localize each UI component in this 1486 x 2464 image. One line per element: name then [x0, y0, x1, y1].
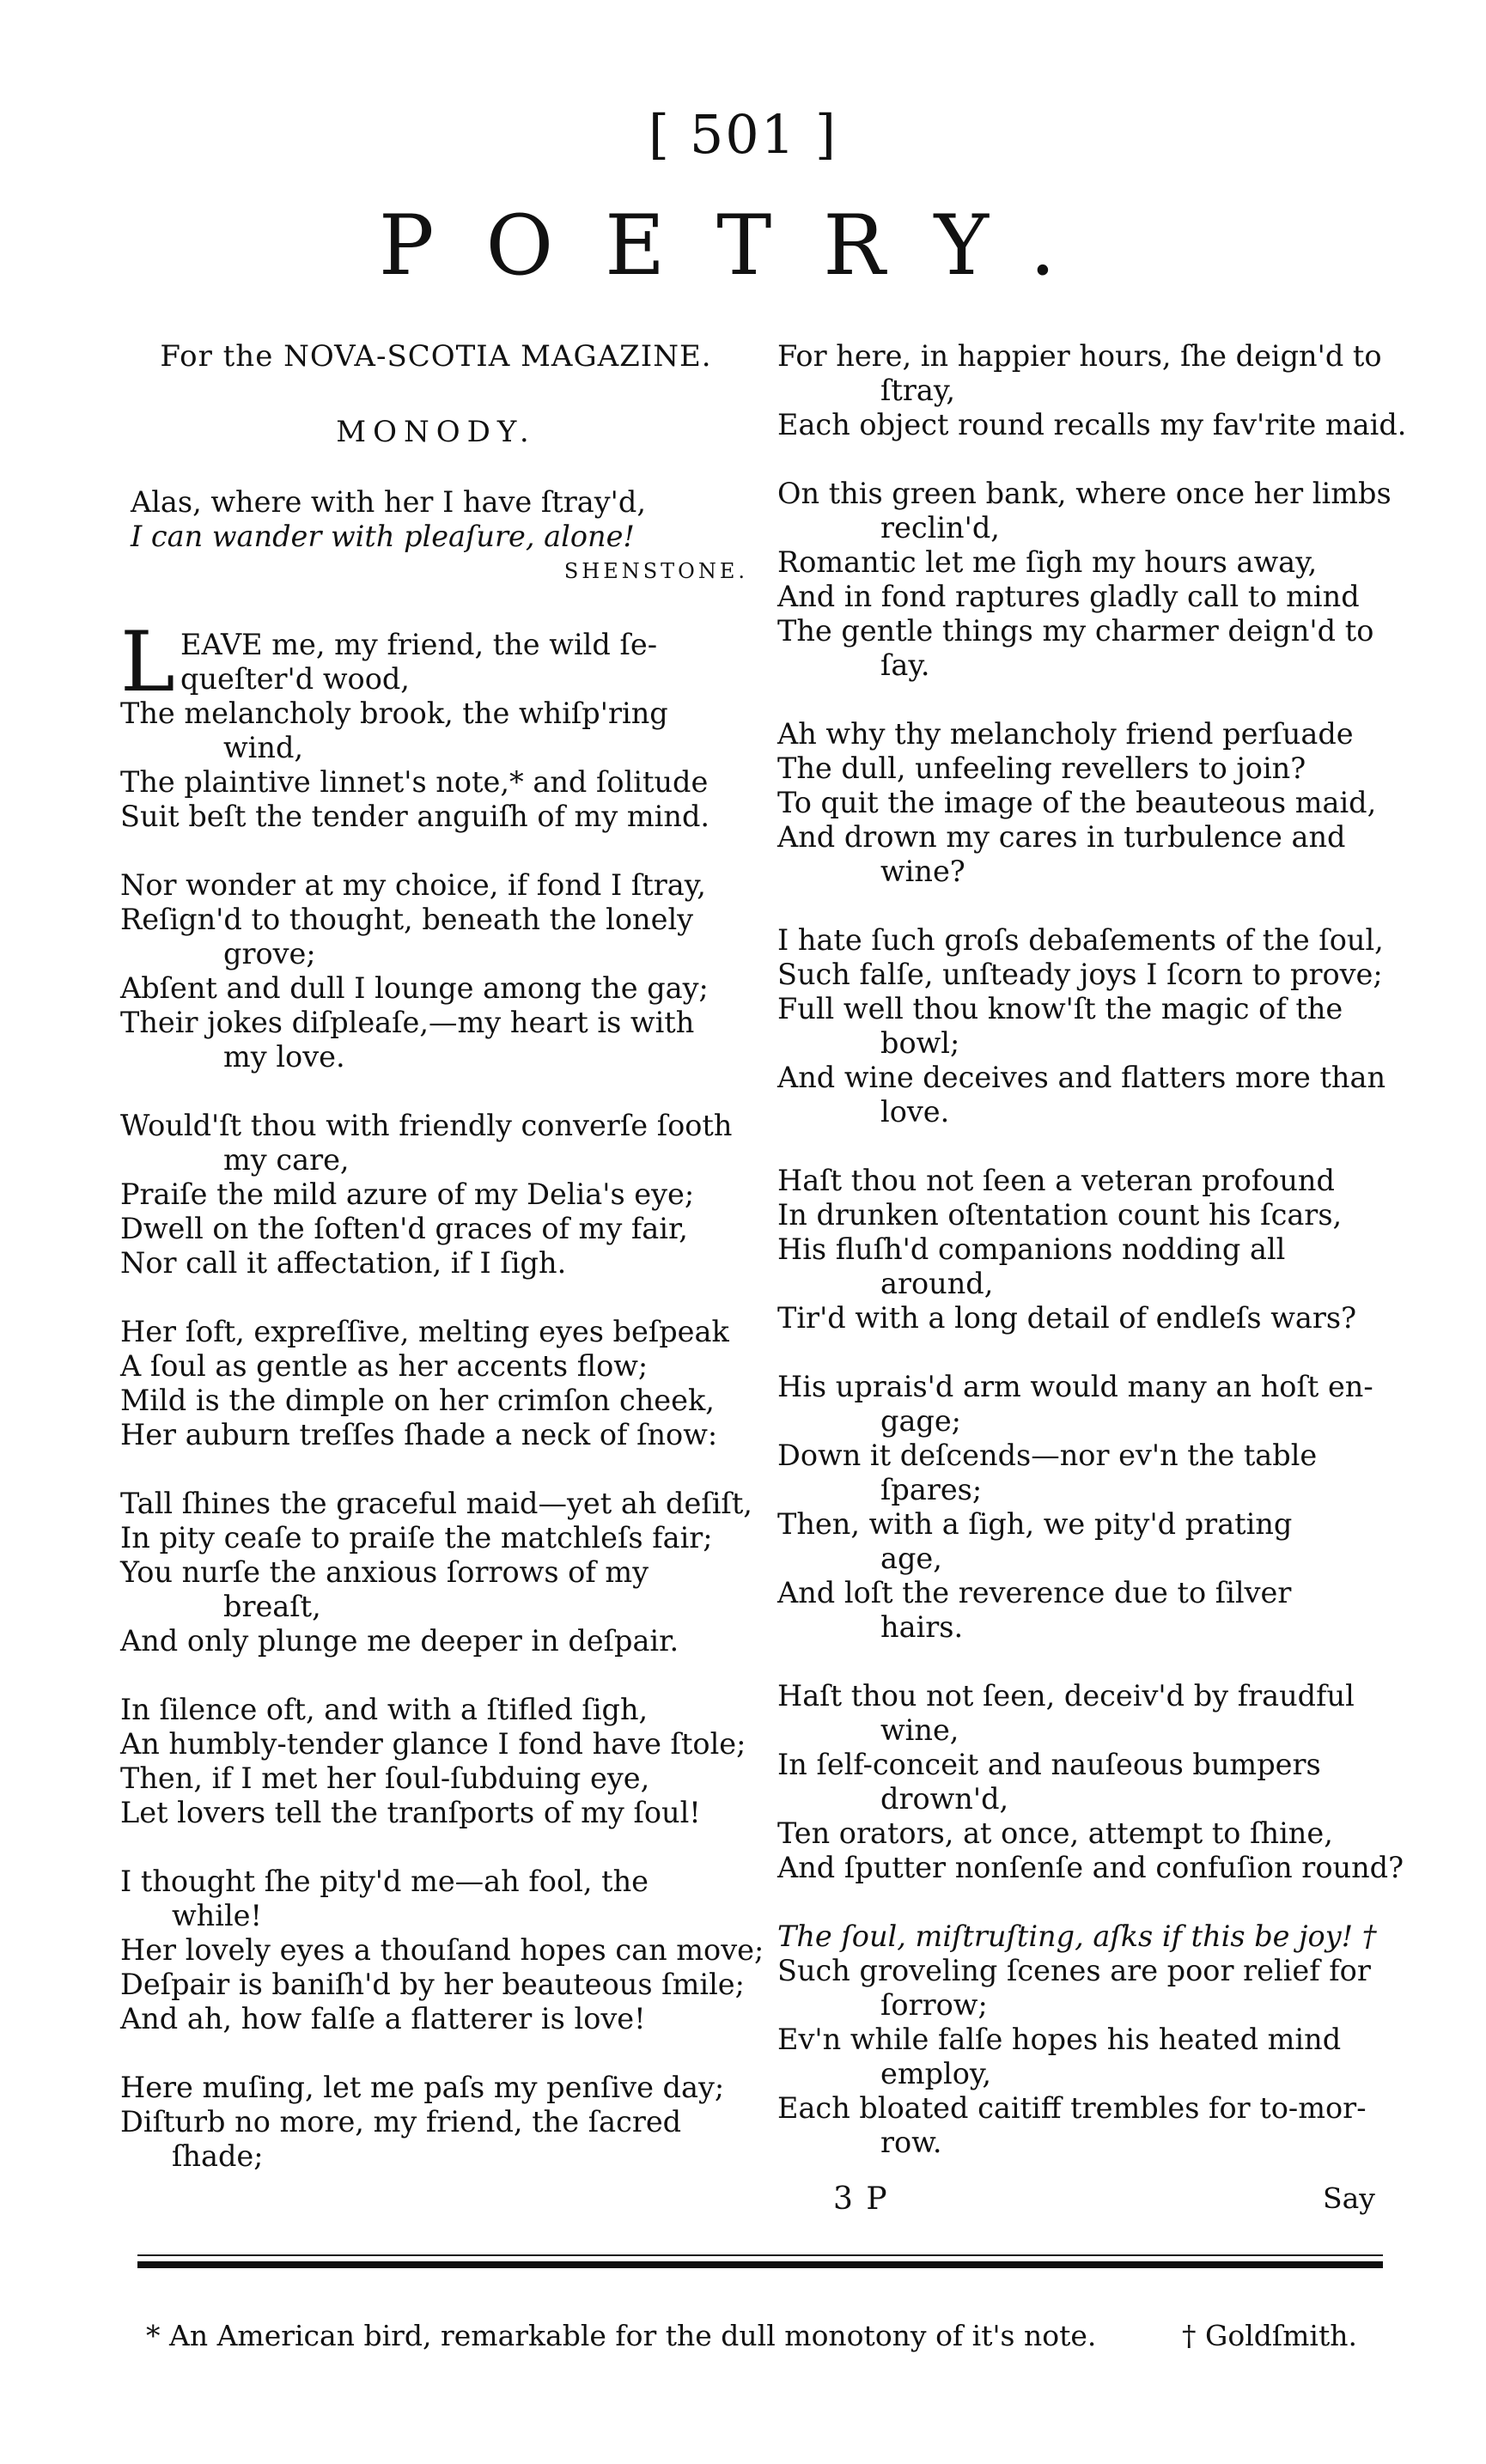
poem-line — [777, 2057, 1392, 2091]
poem-line — [120, 731, 752, 765]
poem-line-text: breaſt, — [223, 1590, 321, 1623]
stanza — [120, 1693, 752, 1830]
poem-line — [777, 2091, 1392, 2126]
poem-line — [120, 765, 752, 800]
poem-line — [120, 1624, 752, 1658]
poem-line-text: queſter'd wood, — [180, 662, 410, 696]
poem-line — [120, 868, 752, 903]
poem-line-text: while! — [172, 1899, 262, 1932]
poem-line — [120, 1109, 752, 1143]
poem-line-text: gage; — [880, 1404, 961, 1438]
poem-line — [777, 1748, 1392, 1782]
poem-line — [120, 1212, 752, 1246]
poem-line-text: wind, — [223, 731, 304, 764]
poem-line — [120, 1727, 752, 1761]
catchword: Say — [1323, 2181, 1375, 2215]
poem-line-text: His uprais'd arm would many an hoſt en- — [777, 1370, 1373, 1403]
poem-line-text: And in fond raptures gladly call to mind — [777, 580, 1360, 613]
stanza — [120, 1315, 752, 1452]
poem-line-text: An humbly-tender glance I fond have ſtole; — [120, 1727, 746, 1761]
poem-line — [777, 648, 1392, 683]
poem-line — [777, 1232, 1392, 1267]
poem-line — [777, 855, 1392, 889]
poem-line — [777, 511, 1392, 545]
section-title: POETRY. — [378, 198, 1108, 294]
poem-line-text: Romantic let me ſigh my hours away, — [777, 545, 1318, 579]
poem-line — [777, 1026, 1392, 1061]
poem-line-text: Mild is the dimple on her crimſon cheek, — [120, 1384, 715, 1417]
left-column — [120, 339, 764, 2208]
poem-line — [777, 1439, 1392, 1473]
poem-line-text: age, — [880, 1542, 942, 1575]
poem-line — [777, 580, 1392, 614]
poem-line — [120, 1177, 752, 1212]
poem-line-text: The melancholy brook, the whiſp'ring — [120, 697, 668, 730]
poem-line-text: Here muſing, let me paſs my penſive day; — [120, 2071, 725, 2104]
poem-line — [120, 903, 752, 937]
poem-line — [777, 1610, 1392, 1645]
poem-line — [120, 2002, 752, 2036]
poem-line-text: EAVE me, my friend, the wild ſe- — [180, 628, 658, 661]
poem-line-text: The dull, unfeeling revellers to join? — [777, 751, 1306, 785]
poem-line-text: Then, with a ſigh, we pity'd prating — [777, 1507, 1293, 1541]
poem-line-text: Let lovers tell the tranſports of my ſoul! — [120, 1796, 701, 1829]
poem-line — [777, 2126, 1392, 2160]
stanza — [120, 1109, 752, 1281]
poem-line — [777, 992, 1392, 1026]
magazine-heading: For the NOVA-SCOTIA MAGAZINE. — [160, 339, 712, 374]
footnote-rule-thick — [137, 2261, 1383, 2268]
poem-line-text: A ſoul as gentle as her accents flow; — [120, 1349, 649, 1383]
poem-line — [777, 1301, 1392, 1335]
poem-line — [777, 1816, 1392, 1851]
poem-line-text: Her ſoft, expreſſive, melting eyes beſpeak — [120, 1315, 729, 1348]
poem-line-text: To quit the image of the beauteous maid, — [777, 786, 1377, 819]
poem-line-text: Abſent and dull I lounge among the gay; — [120, 971, 709, 1005]
poem-line — [777, 1404, 1392, 1439]
poem-line — [777, 614, 1392, 648]
stanza — [777, 477, 1392, 683]
poem-line-text: In pity ceaſe to praiſe the matchleſs fair; — [120, 1521, 713, 1554]
epigraph-line — [120, 520, 752, 554]
poem-line — [120, 1933, 764, 1968]
poem-line-text: Tir'd with a long detail of endleſs wars? — [777, 1301, 1357, 1335]
stanza — [777, 923, 1392, 1129]
poem-line — [120, 1590, 752, 1624]
poem-line-text: The gentle things my charmer deign'd to — [777, 614, 1374, 648]
poem-line-text: I thought ſhe pity'd me—ah fool, the — [120, 1865, 649, 1898]
poem-line-text: And ah, how falſe a flatterer is love! — [120, 2002, 646, 2035]
poem-line — [120, 1761, 752, 1796]
right-stanzas — [777, 339, 1407, 2160]
poem-line-text: In ſelf-conceit and nauſeous bumpers — [777, 1748, 1321, 1781]
poem-line — [120, 1040, 752, 1074]
poem-line-text: love. — [880, 1095, 950, 1129]
poem-line-text: ſorrow; — [880, 1988, 988, 2022]
stanza — [120, 614, 752, 834]
poem-line — [120, 2071, 752, 2105]
stanza — [777, 717, 1392, 889]
footnote-goldsmith: † Goldſmith. — [1182, 2319, 1357, 2352]
epigraph-attribution: SHENSTONE. — [563, 559, 748, 583]
poem-line-text: hairs. — [880, 1610, 964, 1644]
poem-line — [777, 1061, 1392, 1095]
poem-line-text: On this green bank, where once her limbs — [777, 477, 1392, 510]
poem-line — [120, 1521, 752, 1555]
poem-line — [120, 1143, 752, 1177]
poem-line-text: Suit beſt the tender anguiſh of my mind. — [120, 800, 710, 833]
footnotes — [146, 2319, 1392, 2353]
poem-line-text: my love. — [223, 1040, 345, 1074]
poem-line — [120, 2139, 752, 2174]
poem-line — [120, 1865, 752, 1899]
poem-line-text: ſhade; — [172, 2139, 264, 2173]
poem-line-text: grove; — [223, 937, 316, 970]
poem-line-text: wine, — [880, 1713, 959, 1747]
poem-line-text: And only plunge me deeper in deſpair. — [120, 1624, 679, 1658]
drop-cap: L — [120, 614, 175, 710]
poem-line — [120, 2105, 752, 2139]
stanza — [777, 1164, 1392, 1335]
poem-line — [777, 374, 1392, 408]
poem-line-text: The ſoul, miſtruſting, aſks if this be joy! † — [777, 1919, 1377, 1953]
poem-line — [777, 545, 1392, 580]
poem-line — [777, 1782, 1392, 1816]
poem-line-text: And drown my cares in turbulence and — [777, 820, 1346, 854]
poem-line-text: In ſilence oft, and with a ſtifled ſigh, — [120, 1693, 649, 1726]
poem-line — [777, 1164, 1392, 1198]
poem-line-text: Her auburn treſſes ſhade a neck of ſnow: — [120, 1418, 718, 1451]
poem-line-text: ſay. — [880, 648, 930, 682]
poem-line-text: And wine deceives and flatters more than — [777, 1061, 1386, 1094]
stanza — [777, 1679, 1404, 1885]
poem-line — [120, 971, 752, 1006]
poem-line — [120, 1487, 752, 1521]
poem-line-text: For here, in happier hours, ſhe deign'd to — [777, 339, 1382, 373]
poem-line-text: Her lovely eyes a thouſand hopes can move; — [120, 1933, 764, 1967]
poem-line-text: drown'd, — [880, 1782, 1009, 1816]
poem-line-text: And ſputter nonſenſe and confuſion round? — [777, 1851, 1404, 1884]
poem-line — [777, 1988, 1392, 2023]
poem-line-text: In drunken oſtentation count his ſcars, — [777, 1198, 1343, 1232]
poem-line-text: Such groveling ſcenes are poor relief for — [777, 1954, 1371, 1987]
poem-line-text: The plaintive linnet's note,* and ſolitude — [120, 765, 709, 799]
poem-line-text: Nor wonder at my choice, if fond I ſtray, — [120, 868, 706, 902]
poem-line-text: bowl; — [880, 1026, 960, 1060]
poem-line — [120, 800, 752, 834]
poem-line — [777, 1267, 1392, 1301]
poem-line-text: around, — [880, 1267, 994, 1300]
poem-line-text: reclin'd, — [880, 511, 1000, 545]
stanza — [120, 868, 752, 1074]
poem-line-text: ſpares; — [880, 1473, 983, 1506]
poem-line — [777, 1095, 1392, 1129]
poem-line — [120, 1796, 752, 1830]
poem-line — [777, 339, 1392, 374]
poem-line — [120, 1555, 752, 1590]
poem-line-text: Ten orators, at once, attempt to ſhine, — [777, 1816, 1333, 1850]
poem-line — [777, 717, 1392, 751]
stanza — [120, 1865, 764, 2036]
poem-line-text: Such falſe, unſteady joys I ſcorn to prove; — [777, 958, 1383, 991]
poem-line — [777, 1370, 1392, 1404]
poem-line — [777, 1851, 1404, 1885]
poem-line — [120, 1899, 752, 1933]
poem-line-text: Down it deſcends—nor ev'n the table — [777, 1439, 1318, 1472]
poem-line — [120, 1246, 752, 1281]
poem-line-text: Haſt thou not ſeen, deceiv'd by fraudful — [777, 1679, 1355, 1713]
poem-line — [777, 923, 1392, 958]
poem-line — [120, 1418, 752, 1452]
footnote-american-bird: * An American bird, remarkable for the dull monotony of it's note. — [146, 2319, 1097, 2352]
page-number: [ 501 ] — [648, 103, 838, 166]
footnote-rule-thin — [137, 2254, 1383, 2256]
poem-line — [777, 1198, 1392, 1232]
poem-line-text: I hate ſuch groſs debaſements of the ſoul, — [777, 923, 1384, 957]
poem-line — [120, 1693, 752, 1727]
poem-line — [777, 1954, 1392, 1988]
left-stanzas — [120, 614, 764, 2174]
poem-line-text: Their jokes diſpleaſe,—my heart is with — [120, 1006, 695, 1039]
poem-line-text: His fluſh'd companions nodding all — [777, 1232, 1286, 1266]
poem-line-text: Ah why thy melancholy friend perſuade — [777, 717, 1354, 751]
signature-mark: 3 P — [833, 2181, 889, 2217]
poem-line-text: Ev'n while falſe hopes his heated mind — [777, 2023, 1342, 2056]
poem-line — [777, 477, 1392, 511]
poem-line — [777, 1507, 1392, 1542]
poem-line-text: Full well thou know'ſt the magic of the — [777, 992, 1343, 1025]
epigraph-text: I can wander with pleaſure, alone! — [131, 520, 635, 553]
stanza — [777, 1919, 1392, 2160]
poem-line-text: my care, — [223, 1143, 350, 1177]
poem-line — [120, 937, 752, 971]
poem-line — [120, 1968, 752, 2002]
poem-line — [777, 958, 1392, 992]
poem-line — [120, 697, 752, 731]
poem-line — [777, 1576, 1392, 1610]
poem-line-text: And loſt the reverence due to ſilver — [777, 1576, 1292, 1609]
poem-line-text: wine? — [880, 855, 965, 888]
poem-line — [777, 2023, 1392, 2057]
poem-line — [777, 408, 1407, 442]
poem-line — [120, 662, 752, 697]
poem-line — [777, 1473, 1392, 1507]
poem-line-text: Dwell on the ſoften'd graces of my fair, — [120, 1212, 688, 1245]
poem-line-text: Diſturb no more, my friend, the ſacred — [120, 2105, 682, 2139]
poem-line-text: Each bloated caitiff trembles for to-mor- — [777, 2091, 1367, 2125]
poem-line-text: Reſign'd to thought, beneath the lonely — [120, 903, 694, 936]
stanza — [777, 339, 1407, 442]
right-column — [777, 339, 1407, 2194]
poem-line-text: Praiſe the mild azure of my Delia's eye; — [120, 1177, 695, 1211]
poem-line — [777, 1542, 1392, 1576]
poem-line-text: Deſpair is baniſh'd by her beauteous ſmile; — [120, 1968, 745, 2001]
poem-line-text: Would'ſt thou with friendly converſe ſooth — [120, 1109, 733, 1142]
poem-line — [777, 820, 1392, 855]
poem-line-text: Nor call it affectation, if I ſigh. — [120, 1246, 567, 1280]
poem-line — [777, 751, 1392, 786]
poem-line — [120, 1315, 752, 1349]
poem-line-text: ſtray, — [880, 374, 955, 407]
poem-line — [777, 1679, 1392, 1713]
poem-line — [120, 1006, 752, 1040]
stanza — [120, 1487, 752, 1658]
poem-line — [777, 1713, 1392, 1748]
poem-line-text: Then, if I met her ſoul-ſubduing eye, — [120, 1761, 650, 1795]
poem-line — [120, 1349, 752, 1384]
poem-line-text: You nurſe the anxious ſorrows of my — [120, 1555, 649, 1589]
poem-line — [777, 1919, 1392, 1954]
poem-line-text: Each object round recalls my fav'rite maid. — [777, 408, 1407, 441]
poem-line-text: Haſt thou not ſeen a veteran profound — [777, 1164, 1335, 1197]
epigraph-line: Alas, where with her I have ſtray'd, — [131, 485, 646, 519]
stanza — [120, 2071, 752, 2174]
poem-line-text: employ, — [880, 2057, 992, 2090]
poem-line-text: Tall ſhines the graceful maid—yet ah deſiſt, — [120, 1487, 752, 1520]
poem-line — [120, 1384, 752, 1418]
stanza — [777, 1370, 1392, 1645]
poem-line-text: row. — [880, 2126, 942, 2159]
poem-title: MONODY. — [336, 415, 536, 449]
poem-line — [777, 786, 1392, 820]
